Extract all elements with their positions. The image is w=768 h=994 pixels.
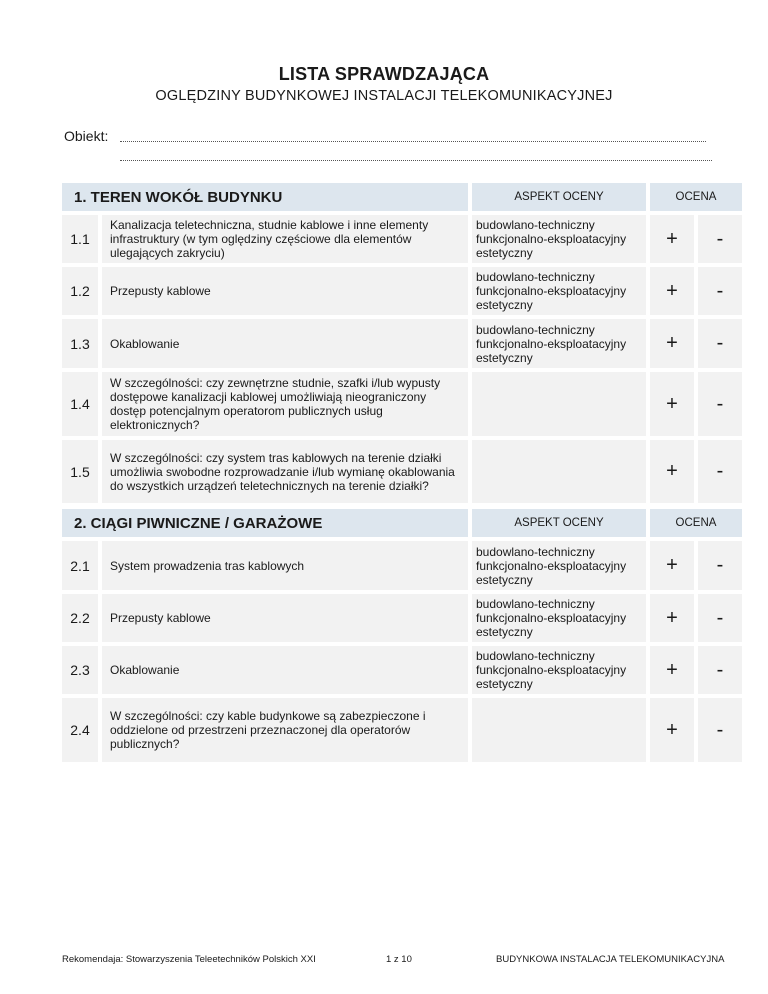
rating-minus-option[interactable]: -: [698, 215, 742, 263]
footer-document-name: BUDYNKOWA INSTALACJA TELEKOMUNIKACYJNA: [496, 954, 725, 965]
aspect-label: budowlano-techniczny: [476, 322, 595, 337]
rating-minus-option[interactable]: -: [698, 646, 742, 694]
item-number: 2.3: [62, 646, 98, 694]
aspect-label: budowlano-techniczny: [476, 544, 595, 559]
aspect-label: budowlano-techniczny: [476, 649, 595, 663]
item-aspects: [472, 319, 646, 368]
rating-minus-option[interactable]: -: [698, 594, 742, 642]
rating-header: OCENA: [650, 183, 742, 211]
rating-plus-option[interactable]: +: [650, 215, 694, 263]
rating-plus-option[interactable]: +: [650, 698, 694, 762]
checklist-row: [62, 541, 742, 590]
rating-plus-option[interactable]: +: [650, 440, 694, 503]
aspect-label: funkcjonalno-eksploatacyjny: [476, 232, 627, 246]
aspect-header: ASPEKT OCENY: [472, 183, 646, 211]
item-number: 1.5: [62, 440, 98, 503]
aspect-label: estetyczny: [476, 572, 533, 587]
checklist-row: [62, 646, 742, 694]
item-number: 1.2: [62, 267, 98, 315]
document-subtitle: OGLĘDZINY BUDYNKOWEJ INSTALACJI TELEKOMUNIKACYJNEJ: [155, 88, 613, 104]
document-title: LISTA SPRAWDZAJĄCA: [278, 64, 490, 84]
aspect-header: ASPEKT OCENY: [472, 509, 646, 537]
item-aspects: [472, 541, 646, 590]
aspect-label: funkcjonalno-eksploatacyjny: [476, 336, 627, 351]
item-description-text: Przepusty kablowe: [110, 611, 211, 625]
rating-minus-option[interactable]: -: [698, 267, 742, 315]
item-description-text: W szczególności: czy zewnętrzne studnie, szafki i/lub wypusty dostępowe kanalizacji kablowej umożliwiają nieograniczony dostęp potencjalnym operatorom publicznych usług elektronicznych?: [110, 376, 441, 432]
rating-plus-option[interactable]: +: [650, 267, 694, 315]
rating-plus-option[interactable]: +: [650, 319, 694, 368]
section-heading: 1. TEREN WOKÓŁ BUDYNKU: [62, 183, 468, 211]
footer-recommendation: Rekomendaja: Stowarzyszenia Teleetechników Polskich XXI: [62, 954, 316, 965]
object-fill-line-1[interactable]: [120, 141, 706, 142]
checklist-row: [62, 594, 742, 642]
checklist-row: [62, 698, 742, 762]
rating-plus-option[interactable]: +: [650, 372, 694, 436]
object-label: Obiekt:: [64, 128, 109, 144]
aspect-label: funkcjonalno-eksploatacyjny: [476, 558, 627, 573]
checklist-row: [62, 267, 742, 315]
aspect-label: funkcjonalno-eksploatacyjny: [476, 284, 627, 298]
item-aspects: [472, 440, 646, 503]
item-aspects: [472, 698, 646, 762]
section-heading: 2. CIĄGI PIWNICZNE / GARAŻOWE: [62, 509, 468, 537]
aspect-label: budowlano-techniczny: [476, 218, 595, 232]
item-description: [102, 372, 468, 436]
aspect-label: funkcjonalno-eksploatacyjny: [476, 663, 627, 677]
item-aspects: [472, 372, 646, 436]
footer-page-number: 1 z 10: [386, 954, 412, 965]
checklist-row: [62, 319, 742, 368]
item-description-text: Okablowanie: [110, 336, 180, 351]
aspect-label: budowlano-techniczny: [476, 597, 595, 611]
rating-minus-option[interactable]: -: [698, 319, 742, 368]
aspect-label: estetyczny: [476, 246, 533, 260]
object-fill-line-2[interactable]: [120, 160, 712, 161]
item-description-text: System prowadzenia tras kablowych: [110, 558, 305, 573]
item-aspects: [472, 646, 646, 694]
rating-plus-option[interactable]: +: [650, 646, 694, 694]
rating-minus-option[interactable]: -: [698, 541, 742, 590]
item-description: [102, 594, 468, 642]
aspect-label: budowlano-techniczny: [476, 270, 595, 284]
item-number: 2.1: [62, 541, 98, 590]
rating-minus-option[interactable]: -: [698, 698, 742, 762]
checklist-row: [62, 215, 742, 263]
item-aspects: [472, 594, 646, 642]
item-description: [102, 646, 468, 694]
checklist-row: [62, 440, 742, 503]
item-description: [102, 440, 468, 503]
checklist-row: [62, 372, 742, 436]
rating-minus-option[interactable]: -: [698, 372, 742, 436]
rating-plus-option[interactable]: +: [650, 541, 694, 590]
item-description: [102, 319, 468, 368]
item-description-text: Przepusty kablowe: [110, 284, 211, 298]
rating-plus-option[interactable]: +: [650, 594, 694, 642]
aspect-label: estetyczny: [476, 677, 533, 691]
item-aspects: [472, 215, 646, 263]
aspect-label: estetyczny: [476, 625, 533, 639]
rating-header: OCENA: [650, 509, 742, 537]
item-description-text: Kanalizacja teletechniczna, studnie kablowe i inne elementy infrastruktury (w tym oględziny częściowe dla elementów ulegających zakryciu): [110, 218, 429, 260]
rating-minus-option[interactable]: -: [698, 440, 742, 503]
item-number: 1.3: [62, 319, 98, 368]
aspect-label: funkcjonalno-eksploatacyjny: [476, 611, 627, 625]
item-number: 2.2: [62, 594, 98, 642]
item-description: [102, 541, 468, 590]
item-description-text: W szczególności: czy system tras kablowych na terenie działki umożliwia swobodne rozprowadzanie i/lub wymianę okablowania do wszystkich urządzeń teletechnicznych na terenie działki?: [110, 450, 455, 493]
item-description-text: W szczególności: czy kable budynkowe są zabezpieczone i oddzielone od przestrzeni przeznaczonej dla operatorów publicznych?: [110, 709, 426, 751]
item-description: [102, 267, 468, 315]
item-number: 1.4: [62, 372, 98, 436]
item-description: [102, 698, 468, 762]
aspect-label: estetyczny: [476, 298, 533, 312]
item-aspects: [472, 267, 646, 315]
item-description: [102, 215, 468, 263]
aspect-label: estetyczny: [476, 350, 533, 365]
item-number: 1.1: [62, 215, 98, 263]
item-number: 2.4: [62, 698, 98, 762]
item-description-text: Okablowanie: [110, 663, 180, 677]
